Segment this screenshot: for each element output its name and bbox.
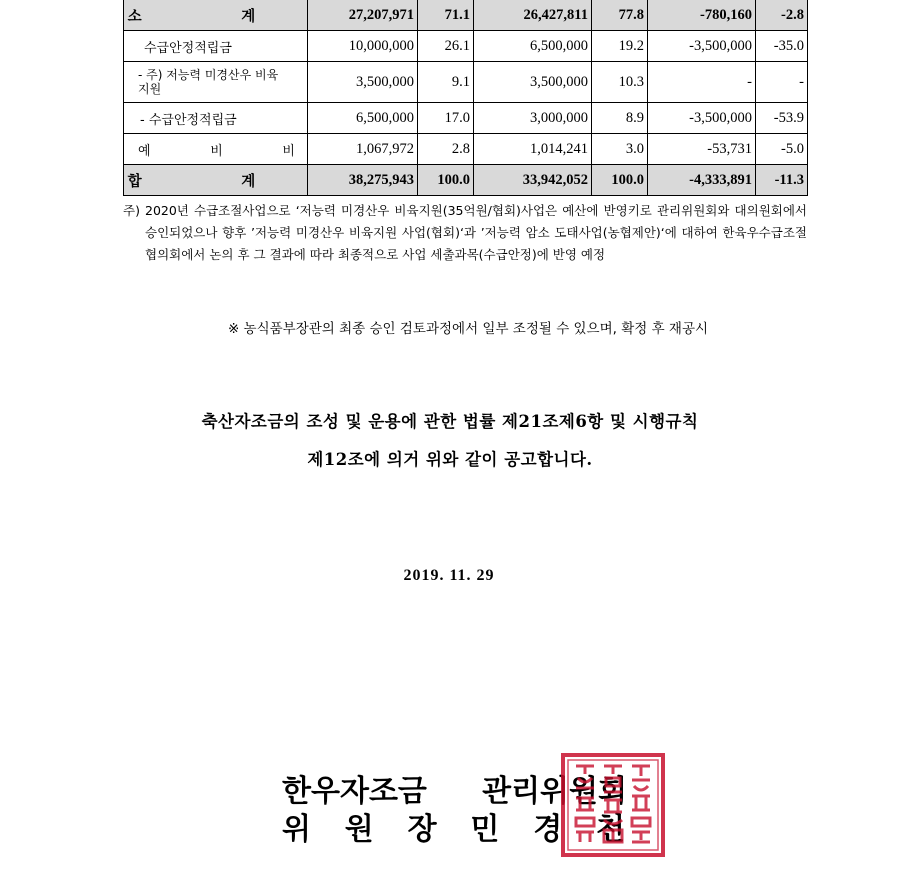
row-label: 수급안정적립금	[124, 31, 308, 62]
cell-value: 1,014,241	[474, 134, 592, 165]
cell-value: -5.0	[756, 134, 808, 165]
row-label: 소 계	[124, 0, 308, 31]
row-label: 예 비 비	[124, 134, 308, 165]
cell-value: 10,000,000	[308, 31, 418, 62]
approval-notice: ※ 농식품부장관의 최종 승인 검토과정에서 일부 조정될 수 있으며, 확정 후 재공시	[227, 321, 709, 337]
footnote-text: 2020년 수급조절사업으로 ‘저능력 미경산우 비육지원(35억원/협회)사업은 예산에 반영키로 관리위원회와 대의원회에서 승인되었으나 향후 ’저능력 미경산우 비육지원 사업(협회)‘과 ’저능력 암소 도태사업(농협제안)‘에 대하여 한육우수급조절협의회에서 논의 후 그 결과에 따라 최종적으로 사업 세출과목(수급안정)에 반영 예정	[145, 203, 807, 262]
cell-value: 6,500,000	[474, 31, 592, 62]
row-label-cell	[124, 62, 308, 103]
cell-value: 8.9	[592, 103, 648, 134]
cell-value: 77.8	[592, 0, 648, 31]
cell-value: 100.0	[592, 165, 648, 196]
cell-value: -53,731	[648, 134, 756, 165]
cell-value: -11.3	[756, 165, 808, 196]
legal-line-1: 축산자조금의 조성 및 운용에 관한 법률 제21조제6항 및 시행규칙	[201, 412, 699, 431]
announcement-date: 2019. 11. 29	[403, 567, 495, 584]
table-row	[124, 31, 808, 62]
chairperson-name: 위 원 장 민 경 천	[282, 812, 627, 847]
cell-value: 2.8	[418, 134, 474, 165]
cell-value: 71.1	[418, 0, 474, 31]
cell-value: 10.3	[592, 62, 648, 103]
cell-value: 9.1	[418, 62, 474, 103]
table-row	[124, 134, 808, 165]
cell-value: -2.8	[756, 0, 808, 31]
cell-value: 1,067,972	[308, 134, 418, 165]
cell-value: -780,160	[648, 0, 756, 31]
legal-line-2: 제12조에 의거 위와 같이 공고합니다.	[307, 450, 593, 469]
cell-value: 6,500,000	[308, 103, 418, 134]
cell-value: 26,427,811	[474, 0, 592, 31]
table-row	[124, 62, 808, 103]
footnote	[123, 200, 807, 266]
cell-value: 17.0	[418, 103, 474, 134]
table-row-subtotal	[124, 0, 808, 31]
cell-value: -4,333,891	[648, 165, 756, 196]
cell-value: -	[756, 62, 808, 103]
cell-value: 100.0	[418, 165, 474, 196]
cell-value: 33,942,052	[474, 165, 592, 196]
cell-value: 19.2	[592, 31, 648, 62]
cell-value: 3,500,000	[308, 62, 418, 103]
cell-value: 27,207,971	[308, 0, 418, 31]
table-row	[124, 103, 808, 134]
cell-value: 3.0	[592, 134, 648, 165]
row-label: - 주) 저능력 미경산우 비육지원	[138, 68, 279, 96]
cell-value: -3,500,000	[648, 103, 756, 134]
cell-value: 3,000,000	[474, 103, 592, 134]
cell-value: -35.0	[756, 31, 808, 62]
cell-value: 38,275,943	[308, 165, 418, 196]
footnote-mark: 주)	[123, 203, 140, 218]
legal-statement	[70, 403, 830, 479]
cell-value: -	[648, 62, 756, 103]
cell-value: -3,500,000	[648, 31, 756, 62]
table-row-total	[124, 165, 808, 196]
budget-table	[123, 0, 808, 196]
row-label: 합 계	[124, 165, 308, 196]
cell-value: 3,500,000	[474, 62, 592, 103]
cell-value: -53.9	[756, 103, 808, 134]
official-seal-icon	[560, 752, 666, 858]
cell-value: 26.1	[418, 31, 474, 62]
row-label: - 수급안정적립금	[124, 103, 308, 134]
organization-name: 한우자조금 관리위원회	[282, 774, 627, 809]
